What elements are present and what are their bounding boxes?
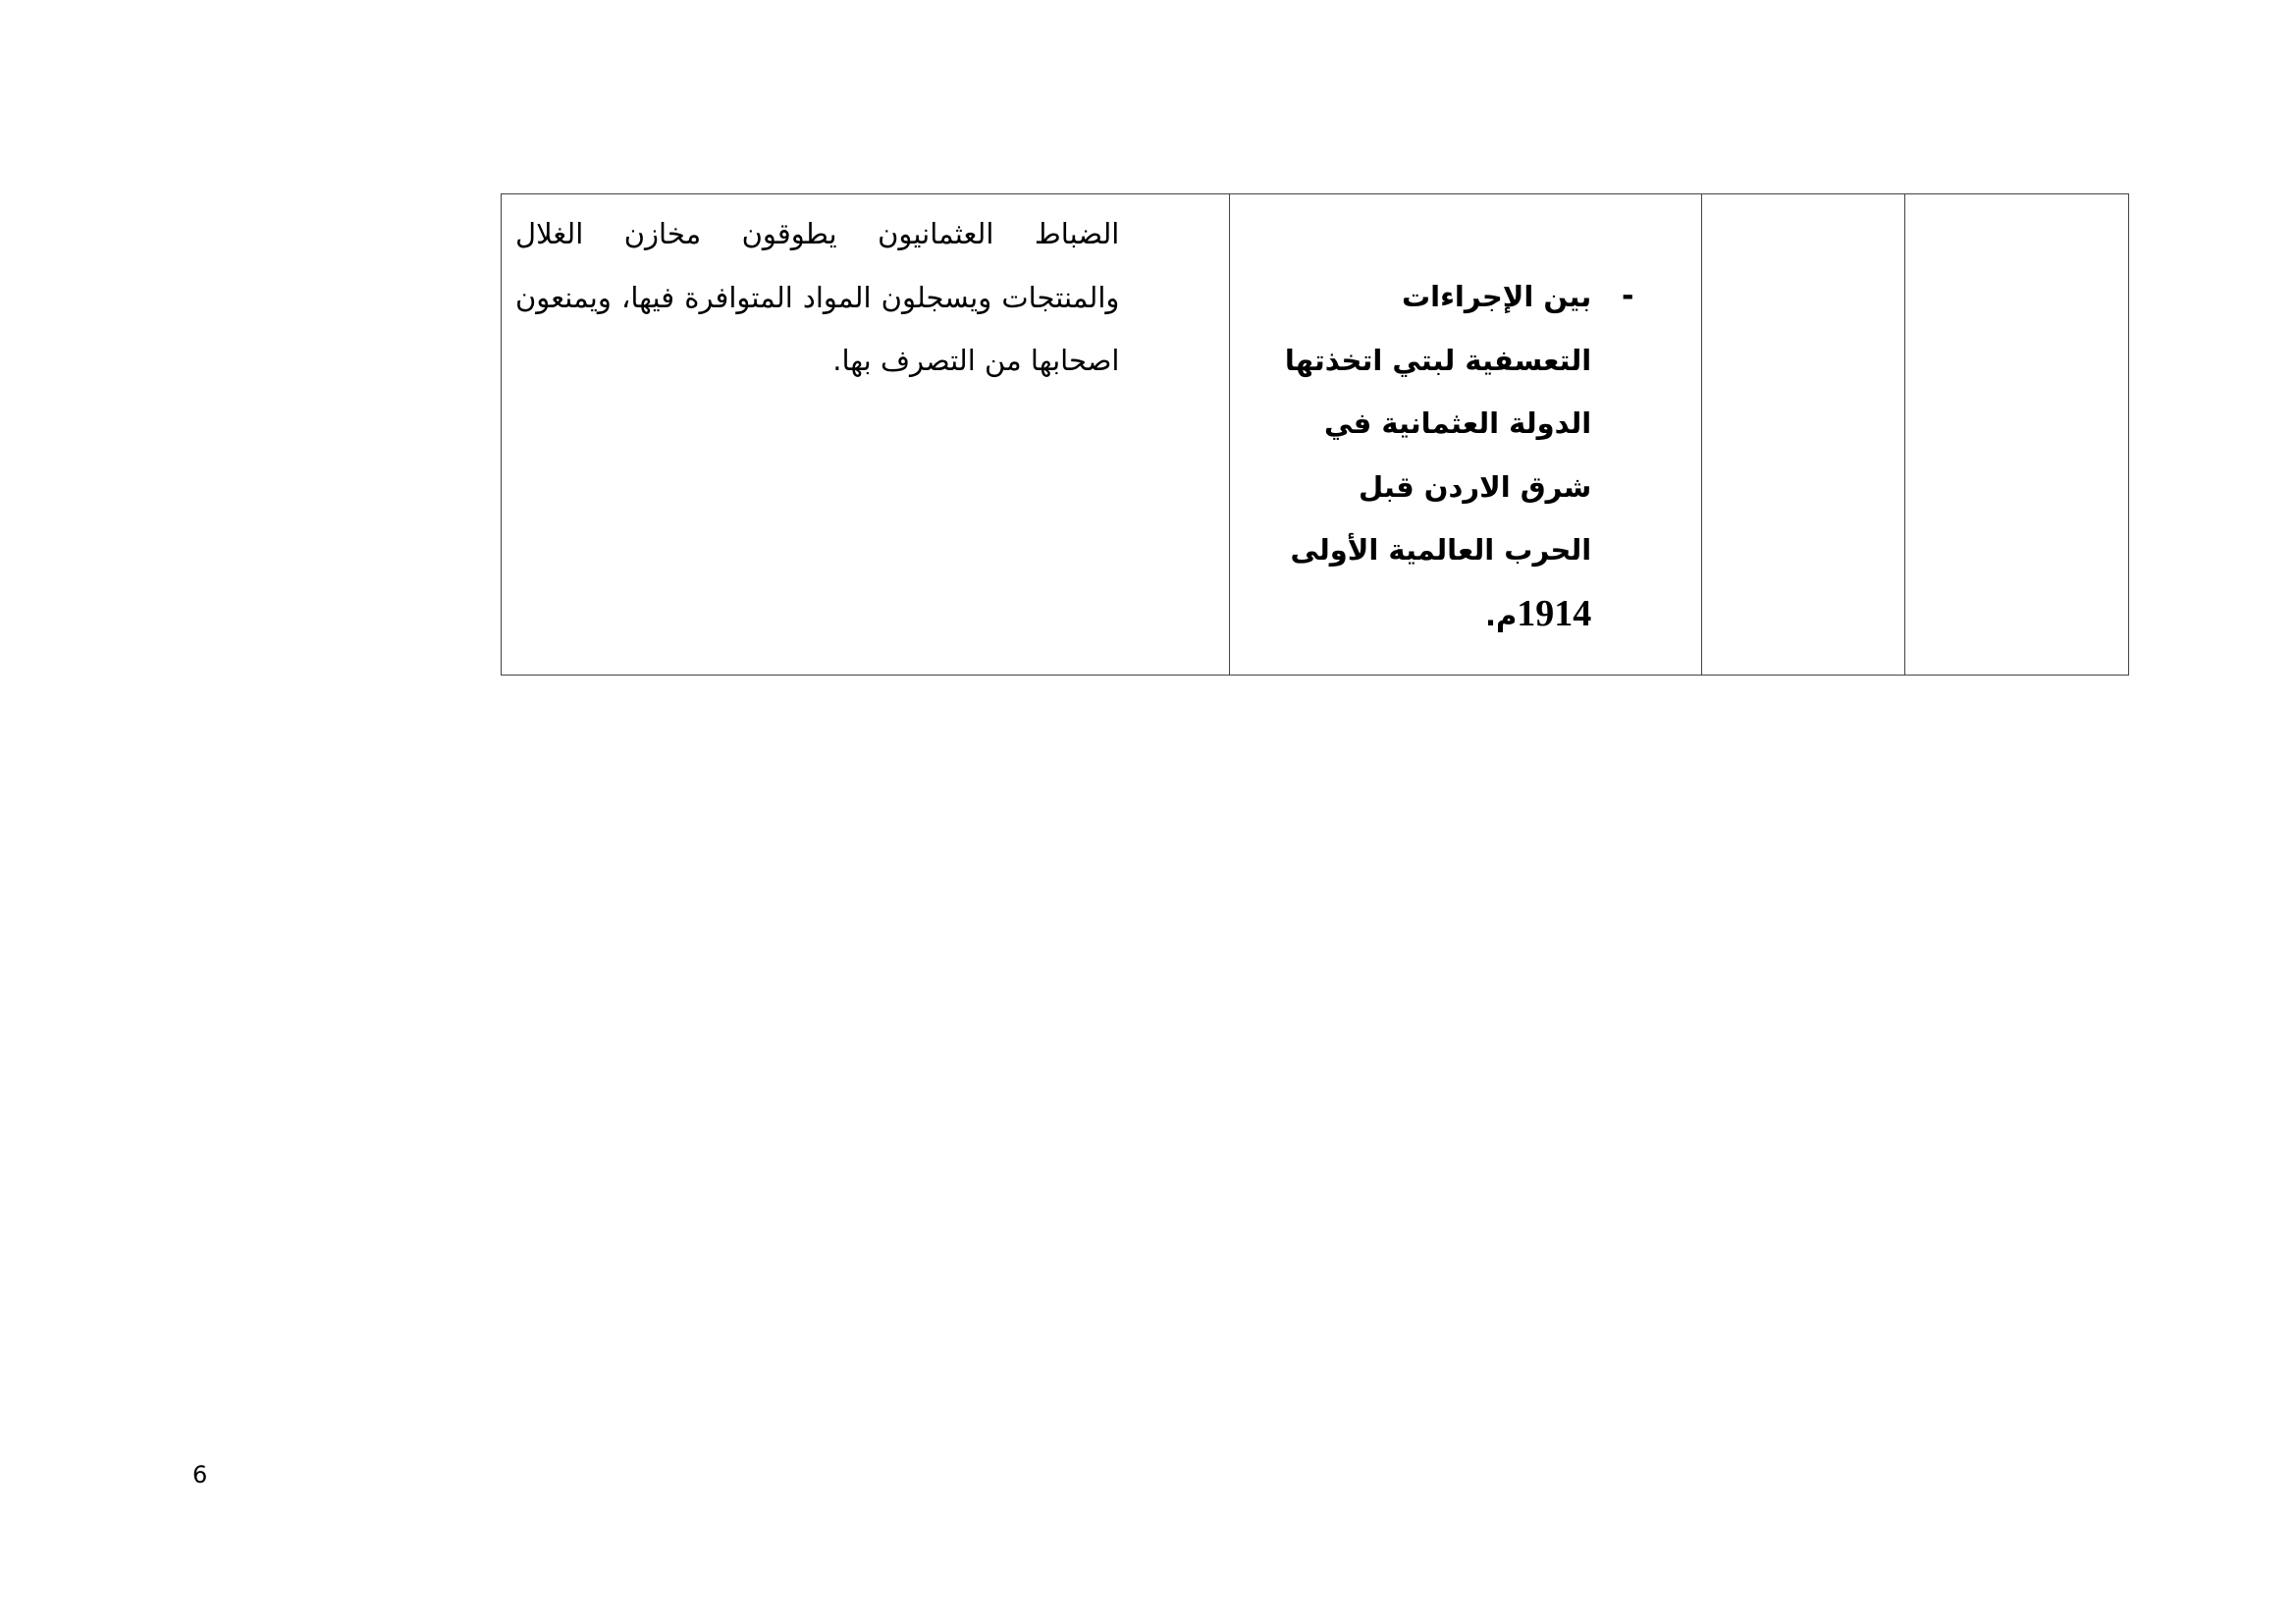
empty-cell [1904, 194, 2128, 676]
objective-year: 1914 [1517, 592, 1592, 634]
description-text: الضباط العثمانيون يطوقون مخازن الغلال والمنتجات ويسجلون المواد المتوافرة فيها، ويمنعون اصحابها من التصرف بها. [515, 217, 1120, 377]
list-bullet: - [1622, 279, 1634, 313]
objective-text [1267, 265, 1591, 647]
table-row [502, 194, 2129, 676]
lesson-table [501, 193, 2129, 676]
description-cell [502, 194, 1230, 676]
page-number: 6 [192, 1461, 208, 1489]
objective-suffix: م. [1484, 598, 1518, 632]
empty-cell [1702, 194, 1904, 676]
objective-main-text: بين الإجراءات التعسفية لبتي اتخذتها الدولة العثمانية في شرق الاردن قبل الحرب العالمية الأولى [1284, 280, 1592, 567]
objective-cell [1230, 194, 1702, 676]
objective-item [1267, 265, 1642, 647]
